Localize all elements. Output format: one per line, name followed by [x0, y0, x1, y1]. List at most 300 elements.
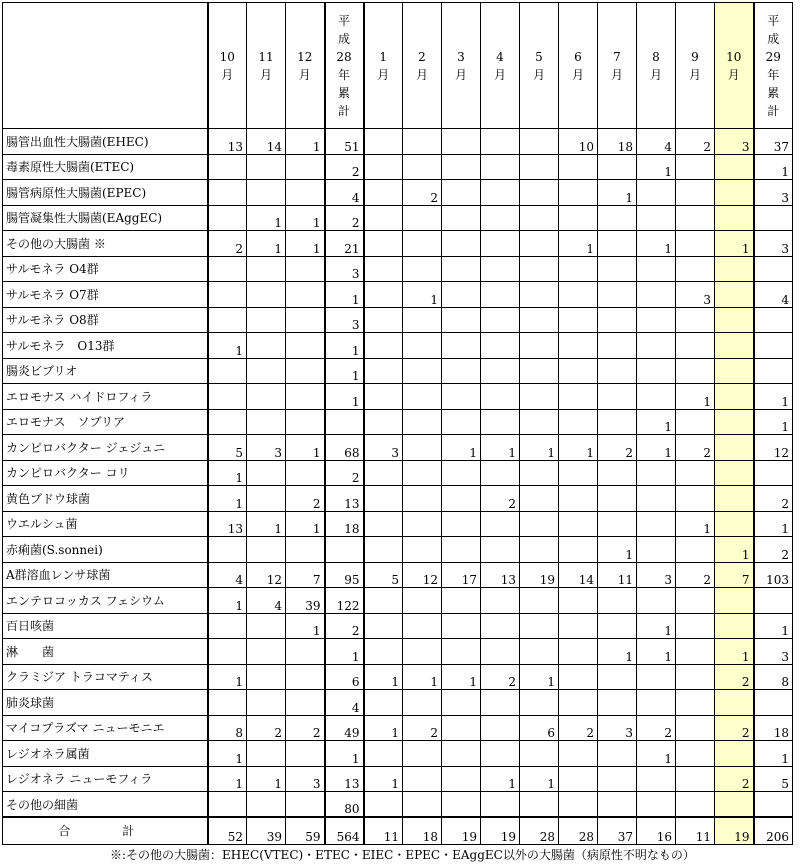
- header-row: [3, 3, 793, 129]
- count-cell: [715, 435, 754, 461]
- count-cell: [481, 333, 520, 359]
- count-cell: 1: [208, 460, 247, 486]
- count-cell: 2: [325, 460, 364, 486]
- count-cell: [364, 588, 403, 614]
- count-cell: [520, 409, 559, 435]
- count-cell: [481, 741, 520, 767]
- count-cell: [481, 588, 520, 614]
- count-cell: [520, 282, 559, 308]
- count-cell: 3: [754, 180, 793, 206]
- count-cell: 4: [325, 180, 364, 206]
- table-row: [3, 690, 793, 716]
- count-cell: 3: [754, 639, 793, 665]
- count-cell: [637, 333, 676, 359]
- count-cell: [715, 205, 754, 231]
- count-cell: 1: [676, 511, 715, 537]
- count-cell: [520, 358, 559, 384]
- pathogen-name: A群溶血レンサ球菌: [3, 562, 208, 588]
- count-cell: [286, 307, 325, 333]
- column-header: [520, 3, 559, 129]
- count-cell: [403, 690, 442, 716]
- pathogen-name: 百日咳菌: [3, 613, 208, 639]
- count-cell: [481, 307, 520, 333]
- count-cell: [442, 486, 481, 512]
- table-row: [3, 154, 793, 180]
- table-row: [3, 282, 793, 308]
- count-cell: 1: [208, 741, 247, 767]
- table-row: [3, 792, 793, 818]
- count-cell: [403, 129, 442, 155]
- table-row: [3, 741, 793, 767]
- count-cell: [637, 282, 676, 308]
- count-cell: [715, 460, 754, 486]
- count-cell: [598, 256, 637, 282]
- count-cell: [598, 588, 637, 614]
- column-header-part: 月: [688, 67, 701, 82]
- count-cell: [442, 588, 481, 614]
- count-cell: 1: [403, 664, 442, 690]
- count-cell: 37: [598, 817, 637, 844]
- count-cell: 3: [715, 129, 754, 155]
- count-cell: [286, 282, 325, 308]
- count-cell: 1: [208, 486, 247, 512]
- count-cell: 1: [637, 639, 676, 665]
- count-cell: [442, 460, 481, 486]
- count-cell: 5: [364, 562, 403, 588]
- count-cell: [208, 180, 247, 206]
- count-cell: [520, 690, 559, 716]
- count-cell: [286, 639, 325, 665]
- column-header: [325, 3, 364, 129]
- count-cell: 1: [754, 613, 793, 639]
- count-cell: [520, 129, 559, 155]
- count-cell: [559, 205, 598, 231]
- count-cell: 12: [403, 562, 442, 588]
- count-cell: 8: [208, 715, 247, 741]
- count-cell: 2: [286, 486, 325, 512]
- pathogen-name: サルモネラ O4群: [3, 256, 208, 282]
- count-cell: 2: [481, 664, 520, 690]
- column-header-part: 6: [574, 49, 582, 64]
- count-cell: 49: [325, 715, 364, 741]
- count-cell: 2: [715, 715, 754, 741]
- count-cell: 1: [325, 741, 364, 767]
- count-cell: [481, 511, 520, 537]
- count-cell: 2: [598, 435, 637, 461]
- column-header-part: 成: [337, 31, 350, 46]
- count-cell: [442, 358, 481, 384]
- count-cell: [637, 256, 676, 282]
- footnote: ※:その他の大腸菌：EHEC(VTEC)・ETEC・EIEC・EPEC・EAggEC以外の大腸菌（病原性不明なもの）: [110, 848, 695, 862]
- count-cell: 3: [286, 766, 325, 792]
- count-cell: [598, 205, 637, 231]
- count-cell: 2: [481, 486, 520, 512]
- count-cell: [754, 588, 793, 614]
- count-cell: [598, 409, 637, 435]
- count-cell: [208, 154, 247, 180]
- count-cell: [637, 766, 676, 792]
- count-cell: [520, 154, 559, 180]
- column-header-part: 8: [652, 49, 660, 64]
- count-cell: [286, 537, 325, 563]
- count-cell: [637, 690, 676, 716]
- pathogen-name: 腸炎ビブリオ: [3, 358, 208, 384]
- count-cell: [715, 307, 754, 333]
- count-cell: [442, 537, 481, 563]
- count-cell: [520, 613, 559, 639]
- count-cell: [286, 460, 325, 486]
- count-cell: 1: [286, 129, 325, 155]
- count-cell: [598, 307, 637, 333]
- count-cell: [481, 282, 520, 308]
- count-cell: [676, 715, 715, 741]
- count-cell: [559, 639, 598, 665]
- count-cell: [676, 792, 715, 818]
- count-cell: [481, 460, 520, 486]
- count-cell: 10: [559, 129, 598, 155]
- count-cell: [403, 639, 442, 665]
- count-cell: 103: [754, 562, 793, 588]
- count-cell: 28: [559, 817, 598, 844]
- count-cell: 1: [208, 766, 247, 792]
- count-cell: [364, 690, 403, 716]
- count-cell: [715, 511, 754, 537]
- pathogen-name: その他の細菌: [3, 792, 208, 818]
- count-cell: 3: [754, 231, 793, 257]
- pathogen-name: エロモナス ソブリア: [3, 409, 208, 435]
- column-header-part: 月: [571, 67, 584, 82]
- count-cell: [676, 180, 715, 206]
- count-cell: [286, 384, 325, 410]
- count-cell: [676, 741, 715, 767]
- count-cell: [403, 256, 442, 282]
- pathogen-name: カンピロバクター コリ: [3, 460, 208, 486]
- pathogen-name: レジオネラ ニューモフィラ: [3, 766, 208, 792]
- table-row: [3, 180, 793, 206]
- count-cell: [364, 460, 403, 486]
- count-cell: [559, 690, 598, 716]
- count-cell: [637, 537, 676, 563]
- count-cell: [403, 792, 442, 818]
- column-header-part: 月: [727, 67, 740, 82]
- count-cell: 39: [286, 588, 325, 614]
- count-cell: 1: [247, 511, 286, 537]
- count-cell: 564: [325, 817, 364, 844]
- count-cell: [247, 154, 286, 180]
- count-cell: [676, 154, 715, 180]
- pathogen-name: 腸管病原性大腸菌(EPEC): [3, 180, 208, 206]
- count-cell: [559, 792, 598, 818]
- count-cell: [364, 511, 403, 537]
- count-cell: 1: [325, 282, 364, 308]
- count-cell: [481, 537, 520, 563]
- count-cell: 1: [325, 384, 364, 410]
- count-cell: 3: [325, 307, 364, 333]
- count-cell: 28: [520, 817, 559, 844]
- count-cell: [676, 231, 715, 257]
- count-cell: [442, 409, 481, 435]
- count-cell: [559, 741, 598, 767]
- count-cell: [520, 639, 559, 665]
- count-cell: [442, 333, 481, 359]
- column-header: [442, 3, 481, 129]
- count-cell: 1: [442, 435, 481, 461]
- count-cell: [520, 486, 559, 512]
- count-cell: [247, 639, 286, 665]
- column-header-part: 累: [767, 85, 780, 100]
- count-cell: [559, 409, 598, 435]
- count-cell: [598, 664, 637, 690]
- count-cell: [403, 409, 442, 435]
- table-row: [3, 231, 793, 257]
- count-cell: [247, 537, 286, 563]
- count-cell: [286, 154, 325, 180]
- header-blank: [3, 3, 208, 129]
- count-cell: 2: [247, 715, 286, 741]
- count-cell: [403, 613, 442, 639]
- count-cell: [754, 205, 793, 231]
- count-cell: [559, 460, 598, 486]
- count-cell: 1: [247, 205, 286, 231]
- count-cell: [520, 511, 559, 537]
- count-cell: 1: [520, 435, 559, 461]
- count-cell: 13: [208, 511, 247, 537]
- count-cell: [715, 282, 754, 308]
- count-cell: 1: [754, 409, 793, 435]
- column-header: [403, 3, 442, 129]
- count-cell: [364, 256, 403, 282]
- count-cell: [247, 282, 286, 308]
- count-cell: [364, 409, 403, 435]
- count-cell: [559, 537, 598, 563]
- count-cell: 95: [325, 562, 364, 588]
- count-cell: 1: [286, 205, 325, 231]
- pathogen-name: 腸管凝集性大腸菌(EAggEC): [3, 205, 208, 231]
- count-cell: [481, 256, 520, 282]
- count-cell: 1: [637, 409, 676, 435]
- count-cell: 12: [754, 435, 793, 461]
- count-cell: [559, 256, 598, 282]
- count-cell: 3: [325, 256, 364, 282]
- count-cell: 1: [520, 664, 559, 690]
- count-cell: 2: [325, 154, 364, 180]
- table-row: [3, 307, 793, 333]
- pathogen-name: 黄色ブドウ球菌: [3, 486, 208, 512]
- count-cell: [364, 613, 403, 639]
- count-cell: [247, 460, 286, 486]
- column-header-part: 10: [219, 49, 235, 64]
- count-cell: [520, 205, 559, 231]
- column-header-part: 月: [649, 67, 662, 82]
- count-cell: [442, 256, 481, 282]
- count-cell: 1: [364, 715, 403, 741]
- pathogen-name: レジオネラ属菌: [3, 741, 208, 767]
- count-cell: [403, 537, 442, 563]
- column-header: [559, 3, 598, 129]
- count-cell: [247, 613, 286, 639]
- column-header: [208, 3, 247, 129]
- count-cell: [208, 307, 247, 333]
- table-row: [3, 409, 793, 435]
- count-cell: 1: [637, 741, 676, 767]
- count-cell: [754, 792, 793, 818]
- column-header-part: 計: [767, 103, 780, 118]
- table-row: [3, 639, 793, 665]
- column-header-part: 月: [532, 67, 545, 82]
- count-cell: 1: [325, 333, 364, 359]
- count-cell: [364, 231, 403, 257]
- count-cell: [559, 613, 598, 639]
- count-cell: [676, 537, 715, 563]
- count-cell: 1: [754, 154, 793, 180]
- count-cell: 1: [637, 231, 676, 257]
- pathogen-name: 毒素原性大腸菌(ETEC): [3, 154, 208, 180]
- count-cell: [754, 333, 793, 359]
- count-cell: 7: [715, 562, 754, 588]
- count-cell: [598, 766, 637, 792]
- count-cell: [403, 460, 442, 486]
- count-cell: [520, 256, 559, 282]
- column-header-part: 年: [767, 67, 780, 82]
- count-cell: [676, 333, 715, 359]
- table-row: [3, 766, 793, 792]
- count-cell: [286, 792, 325, 818]
- count-cell: [481, 231, 520, 257]
- pathogen-name: カンピロバクター ジェジュニ: [3, 435, 208, 461]
- count-cell: 1: [247, 766, 286, 792]
- table-row: [3, 256, 793, 282]
- count-cell: [481, 409, 520, 435]
- count-cell: 19: [481, 817, 520, 844]
- pathogen-name: 淋 菌: [3, 639, 208, 665]
- count-cell: 5: [208, 435, 247, 461]
- count-cell: [520, 588, 559, 614]
- count-cell: [598, 282, 637, 308]
- count-cell: [286, 333, 325, 359]
- count-cell: [442, 154, 481, 180]
- count-cell: 3: [676, 282, 715, 308]
- count-cell: [559, 766, 598, 792]
- count-cell: [598, 154, 637, 180]
- column-header-part: 29: [765, 49, 781, 64]
- count-cell: 1: [247, 231, 286, 257]
- column-header-part: 累: [337, 85, 350, 100]
- count-cell: 122: [325, 588, 364, 614]
- table-row: [3, 333, 793, 359]
- count-cell: 1: [715, 231, 754, 257]
- count-cell: 80: [325, 792, 364, 818]
- count-cell: 4: [637, 129, 676, 155]
- count-cell: [442, 690, 481, 716]
- count-cell: 17: [442, 562, 481, 588]
- column-header-part: 3: [457, 49, 465, 64]
- count-cell: 2: [676, 562, 715, 588]
- count-cell: [481, 639, 520, 665]
- column-header: [286, 3, 325, 129]
- pathogen-name: 肺炎球菌: [3, 690, 208, 716]
- count-cell: [442, 639, 481, 665]
- count-cell: [247, 307, 286, 333]
- count-cell: 1: [208, 333, 247, 359]
- column-header-part: 月: [610, 67, 623, 82]
- count-cell: 2: [403, 715, 442, 741]
- count-cell: [208, 537, 247, 563]
- column-header: [715, 3, 754, 129]
- table-row: [3, 511, 793, 537]
- count-cell: [481, 180, 520, 206]
- count-cell: [364, 639, 403, 665]
- count-cell: [481, 358, 520, 384]
- count-cell: [247, 256, 286, 282]
- count-cell: 1: [637, 435, 676, 461]
- count-cell: 1: [481, 766, 520, 792]
- column-header-part: 月: [454, 67, 467, 82]
- count-cell: [247, 384, 286, 410]
- column-header-part: 11: [258, 49, 274, 64]
- count-cell: 1: [481, 435, 520, 461]
- column-header-part: 月: [298, 67, 311, 82]
- count-cell: [637, 588, 676, 614]
- count-cell: 3: [247, 435, 286, 461]
- count-cell: [598, 333, 637, 359]
- count-cell: 2: [754, 486, 793, 512]
- count-cell: [520, 741, 559, 767]
- column-header: [481, 3, 520, 129]
- count-cell: 18: [325, 511, 364, 537]
- column-header-part: 計: [337, 103, 350, 118]
- count-cell: 14: [559, 562, 598, 588]
- column-header-part: 年: [337, 67, 350, 82]
- count-cell: 1: [442, 664, 481, 690]
- count-cell: [208, 205, 247, 231]
- column-header-part: 12: [297, 49, 313, 64]
- count-cell: 3: [598, 715, 637, 741]
- count-cell: [364, 129, 403, 155]
- count-cell: 1: [520, 766, 559, 792]
- count-cell: 2: [676, 129, 715, 155]
- table-row: [3, 588, 793, 614]
- count-cell: 1: [598, 180, 637, 206]
- count-cell: [286, 690, 325, 716]
- count-cell: 2: [754, 537, 793, 563]
- count-cell: [598, 460, 637, 486]
- pathogen-name: エンテロコッカス フェシウム: [3, 588, 208, 614]
- column-header-part: 月: [259, 67, 272, 82]
- count-cell: [286, 358, 325, 384]
- count-cell: [676, 307, 715, 333]
- column-header: [247, 3, 286, 129]
- count-cell: [325, 537, 364, 563]
- count-cell: [676, 460, 715, 486]
- count-cell: 1: [754, 384, 793, 410]
- column-header-part: 5: [535, 49, 543, 64]
- count-cell: 4: [208, 562, 247, 588]
- count-cell: [715, 613, 754, 639]
- count-cell: [442, 129, 481, 155]
- count-cell: [403, 231, 442, 257]
- column-header: [364, 3, 403, 129]
- count-cell: [520, 460, 559, 486]
- count-cell: 21: [325, 231, 364, 257]
- count-cell: 16: [637, 817, 676, 844]
- count-cell: 1: [676, 384, 715, 410]
- count-cell: 14: [247, 129, 286, 155]
- count-cell: [754, 256, 793, 282]
- count-cell: [637, 358, 676, 384]
- count-cell: [208, 409, 247, 435]
- column-header: [676, 3, 715, 129]
- count-cell: [364, 307, 403, 333]
